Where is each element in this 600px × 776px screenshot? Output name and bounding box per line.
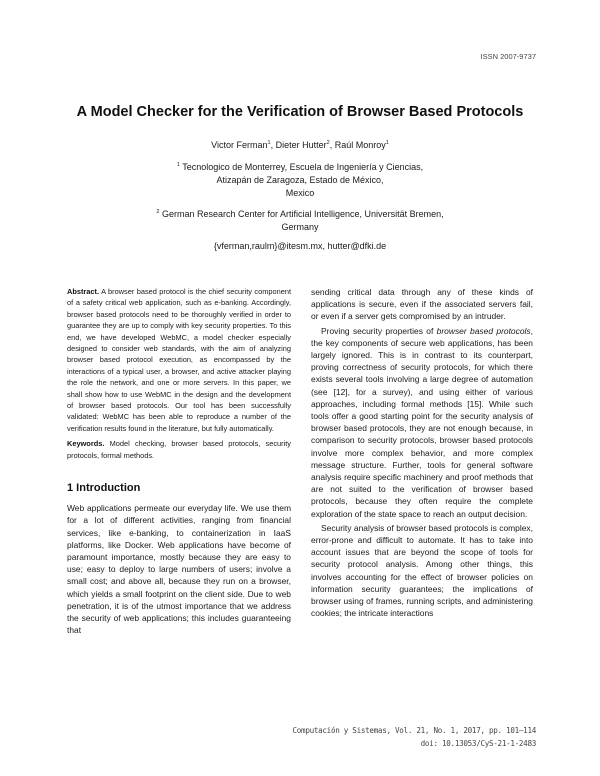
author-affil-mark: 1 [385,140,389,146]
section-heading: 1 Introduction [67,482,141,495]
author-name: Dieter Hutter [275,140,327,150]
journal-citation: Computación y Sistemas, Vol. 21, No. 1, 2017, pp. 101–114 [292,726,536,735]
abstract-text: A browser based protocol is the chief security component of a safety critical web application, such as e-banking. Accordingly, browser based protocols need to be thoroughly verified in order to guarantee they are up to comply with key security properties. To this end, we have developed WebMC, a model checker especially designed to consider web standards, with the aim of analyzing browser based protocol execution, as encompassed by the interactions of a typical user, a browser, and active attacker playing the role the network, and one or more servers. In this paper, we shall show how to use WebMC in the design and the development of browser based protocols. Our tool has been successfully validated: WebMC has been able to reproduce a number of the verification results found in the literature, but fully automatically. [67,287,291,433]
author-list: Victor Ferman$^1$, Dieter Hutter$^2$, Raúl Monroy$^1$ [211,140,389,150]
affiliation-2 [0,206,600,234]
affil-mark: 1 [176,162,180,168]
abstract-label: Abstract. [67,287,100,296]
body-paragraph: Security analysis of browser based protocols is complex, error-prone and difficult to automate. It has to take into account issues that are beyond the scope of tools for security protocol analysis. Among other things, this involves accounting for the effect of browser policies on information security guarantees; the implications of browser using of frames, running scripts, and administering cookies; the intricate interactions [311,522,533,619]
emphasis-text: browser based protocols [436,325,531,336]
body-paragraph [311,325,533,520]
doi: doi: 10.13053/CyS-21-1-2483 [420,739,536,748]
body-paragraph: sending critical data through any of these kinds of applications is secure, even if the associated servers fail, or even if a server gets compromised by an intruder. [311,287,533,322]
abstract [67,286,291,434]
affil-line: Atizapán de Zaragoza, Estado de México, [216,175,384,185]
author-affil-mark: 1 [267,140,271,146]
right-column [311,286,533,621]
keywords-text: Model checking, browser based protocols, security protocols, formal methods. [67,439,292,460]
keywords-label: Keywords. [67,439,105,449]
keywords [67,438,291,461]
affiliation-1 [0,159,600,200]
author-name: Victor Ferman [211,140,268,150]
text-span: Proving security properties of [321,325,437,336]
author-emails: {vferman,raulm}@itesm.mx, hutter@dfki.de [213,241,387,251]
affil-line: Germany [281,222,319,232]
affil-line: Mexico [285,188,315,198]
issn-header: ISSN 2007-9737 [480,52,536,61]
left-column [67,286,291,636]
affil-line: German Research Center for Artificial Intelligence, Universität Bremen, [161,209,444,219]
affil-line: Tecnologico de Monterrey, Escuela de Ingeniería y Ciencias, [182,162,424,172]
affil-mark: 2 [156,209,160,215]
text-span: , the key components of secure web applications, has been largely ignored. This is in contrast to its counterpart, proving correctness of security protocols, for which there exists several tools involving a large degree of automation (see [12], for a survey), and using either of various approaches, including formal methods [15]. While such tools offer a good starting point for the security analysis of browser based protocols, they are not enough because, in comparison to security protocols, browser based protocols involve more complex behavior, and more complex message structure. Further, tools for general software analysis require specific machinery and proof methods that are not suited to the verification of browser based protocols, because they often require the complete exploration of the state space to reach an output decision. [311,325,533,519]
body-paragraph: Web applications permeate our everyday life. We use them for a lot of different activities, ranging from financial services, like e-banking, to containerization in IaaS platforms, like Docker. Web applications have become of paramount importance, mostly because they are easy to use; easy to deploy to large numbers of users; involve a small cost; and above all, because they run on a browser, which yields a small footprint on the client side. Due to web penetration, it is of the utmost importance that we address the security of web applications; this includes guaranteeing that [67,503,291,636]
paper-title: A Model Checker for the Verification of Browser Based Protocols [76,104,524,120]
author-affil-mark: 2 [326,140,330,146]
author-name: Raúl Monroy [334,140,386,150]
